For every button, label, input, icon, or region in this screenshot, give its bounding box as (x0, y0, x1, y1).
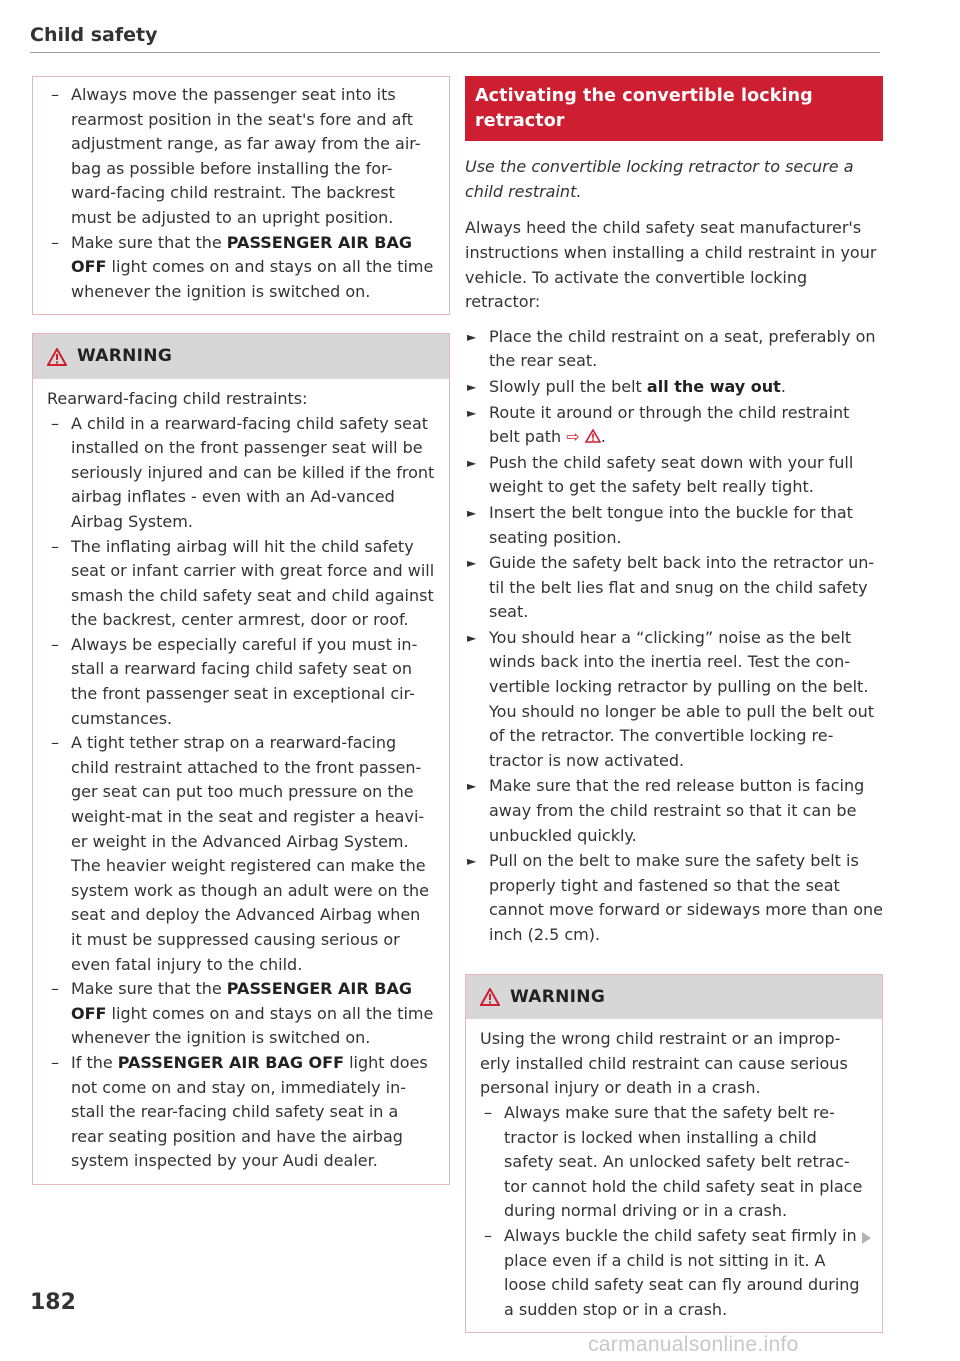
section-heading: Activating the convertible locking retractor (465, 76, 883, 141)
item-text: A tight tether strap on a rearward-facing child restraint attached to the front passen-ger seat can put too much pressure on the weight-mat in the seat and register a heavi-er weight in the Advanced Airbag System. The heavier weight registered can make the system work as though an adult were on the seat and deploy the Advanced Airbag when it must be suppressed causing serious or even fatal injury to the child. (71, 733, 429, 974)
right-warning-intro: Using the wrong child restraint or an improp-erly installed child restraint can cause serious personal injury or death in a crash. (480, 1029, 848, 1098)
list-marker: ► (467, 405, 477, 420)
right-warning-title: WARNING (510, 986, 606, 1007)
warning-triangle-icon (47, 348, 67, 366)
page-header-title: Child safety (30, 24, 158, 46)
step-item (465, 626, 883, 774)
right-warning-list (480, 1101, 868, 1322)
left-warning-header (33, 334, 449, 379)
left-warning-title: WARNING (77, 346, 173, 367)
item-text: Guide the safety belt back into the retractor un-til the belt lies flat and snug on the child safety seat. (489, 553, 875, 622)
step-item (465, 451, 883, 500)
list-item (47, 412, 435, 535)
item-text: Make sure that the (71, 232, 227, 252)
item-text: Place the child restraint on a seat, preferably on the rear seat. (489, 326, 876, 371)
right-column (465, 76, 883, 1333)
item-text: . (780, 376, 786, 396)
watermark: carmanualsonline.info (588, 1333, 799, 1356)
step-item (465, 551, 883, 625)
list-marker: – (51, 232, 59, 252)
warning-ref-icon (585, 429, 601, 443)
list-marker: ► (467, 779, 477, 794)
list-marker: ► (467, 505, 477, 520)
emphasis-text: PASSENGER AIR BAG OFF (71, 232, 412, 277)
list-marker: – (51, 733, 59, 753)
item-text: Make sure that the red release button is facing away from the child restraint so that it can be unbuckled quickly. (489, 776, 865, 845)
left-warning-list (47, 412, 435, 1174)
right-warning-body (466, 1019, 882, 1332)
list-item (47, 977, 435, 1051)
list-marker: ► (467, 630, 477, 645)
list-marker: – (51, 85, 59, 104)
left-intro-list (47, 83, 435, 304)
emphasis-text: all the way out (646, 376, 781, 396)
ref-arrow: ⇨ (566, 427, 580, 447)
list-item (47, 83, 435, 231)
item-text: Insert the belt tongue into the buckle for that seating position. (489, 502, 853, 547)
item-text: Push the child safety seat down with your full weight to get the safety belt really tight. (489, 452, 854, 497)
item-text: You should hear a “clicking” noise as the belt winds back into the inertia reel. Test the con-vertible locking retractor by pulling on the belt. You should no longer be able to pull the belt out of the retractor. The convertible locking re-tractor is now activated. (489, 627, 875, 770)
item-text: light comes on and stays on all the time whenever the ignition is switched on. (71, 257, 434, 301)
item-text: Always be especially careful if you must in-stall a rearward facing child safety seat on the front passenger seat in exceptional cir-cumstances. (71, 634, 418, 728)
list-item (47, 731, 435, 977)
item-text: Slowly pull the belt (489, 376, 647, 396)
list-item (480, 1224, 868, 1322)
list-marker: – (484, 1225, 492, 1245)
left-warning-intro: Rearward-facing child restraints: (47, 388, 308, 408)
list-marker: – (51, 979, 59, 999)
step-item (465, 325, 883, 374)
left-warning-body (33, 379, 449, 1184)
item-text: light comes on and stays on all the time whenever the ignition is switched on. (71, 1003, 434, 1048)
item-text: Always buckle the child safety seat firmly in place even if a child is not sitting in it. A loose child safety seat can fly around during a sudden stop or in a crash. (504, 1225, 860, 1319)
list-item (47, 535, 435, 633)
header-rule (30, 52, 880, 53)
list-marker: ► (467, 854, 477, 869)
page-number: 182 (30, 1290, 76, 1315)
item-text: Pull on the belt to make sure the safety belt is properly tight and fastened so that the seat cannot move forward or sideways more than one inch (2.5 cm). (489, 851, 883, 944)
section-intro: Use the convertible locking retractor to secure a child restraint. (465, 157, 854, 201)
list-item (47, 231, 435, 305)
item-tail: . (600, 427, 606, 447)
list-marker: ► (467, 329, 477, 344)
continue-arrow-icon (862, 1232, 871, 1244)
warning-triangle-icon (480, 988, 500, 1006)
step-item (465, 401, 883, 450)
step-item (465, 774, 883, 848)
emphasis-text: PASSENGER AIR BAG OFF (71, 979, 412, 1023)
list-marker: ► (467, 379, 477, 394)
item-text: A child in a rearward-facing child safety seat installed on the front passenger seat will be seriously injured and can be killed if the front airbag inflates - even with an Ad-vanced Airbag System. (71, 413, 435, 531)
list-item (480, 1101, 868, 1224)
list-marker: ► (467, 556, 477, 571)
item-text: The inflating airbag will hit the child safety seat or infant carrier with great force and will smash the child safety seat and child against the backrest, center armrest, door or roof. (71, 536, 435, 630)
left-column (32, 76, 450, 1185)
step-item (465, 849, 883, 947)
right-warning-header (466, 975, 882, 1020)
step-item (465, 375, 883, 400)
section-paragraph: Always heed the child safety seat manufacturer's instructions when installing a child restraint in your vehicle. To activate the convertible locking retractor: (465, 218, 877, 312)
right-warning-box (465, 974, 883, 1334)
list-marker: ► (467, 455, 477, 470)
list-item (47, 633, 435, 731)
item-text: light does not come on and stay on, immediately in-stall the rear-facing child safety seat in a rear seating position and have the airbag system inspected by your Audi dealer. (71, 1052, 428, 1171)
list-marker: – (51, 413, 59, 433)
list-marker: – (51, 634, 59, 654)
list-item (47, 1051, 435, 1174)
left-intro-box (32, 76, 450, 315)
list-marker: – (484, 1102, 492, 1122)
item-text: If the (71, 1052, 118, 1072)
item-text: Always move the passenger seat into its rearmost position in the seat's fore and aft adjustment range, as far away from the air-bag as possible before installing the for-ward-facing child restraint. The backrest must be adjusted to an upright position. (71, 85, 421, 227)
item-text: Make sure that the (71, 979, 227, 999)
emphasis-text: PASSENGER AIR BAG OFF (117, 1052, 344, 1072)
item-text: Route it around or through the child restraint belt path (489, 402, 850, 447)
steps-list (465, 325, 883, 948)
item-text: Always make sure that the safety belt re-tractor is locked when installing a child safety seat. An unlocked safety belt retrac-tor cannot hold the child safety seat in place during normal driving or in a crash. (504, 1102, 863, 1221)
list-marker: – (51, 1052, 59, 1072)
left-warning-box (32, 333, 450, 1185)
list-marker: – (51, 536, 59, 556)
step-item (465, 501, 883, 550)
